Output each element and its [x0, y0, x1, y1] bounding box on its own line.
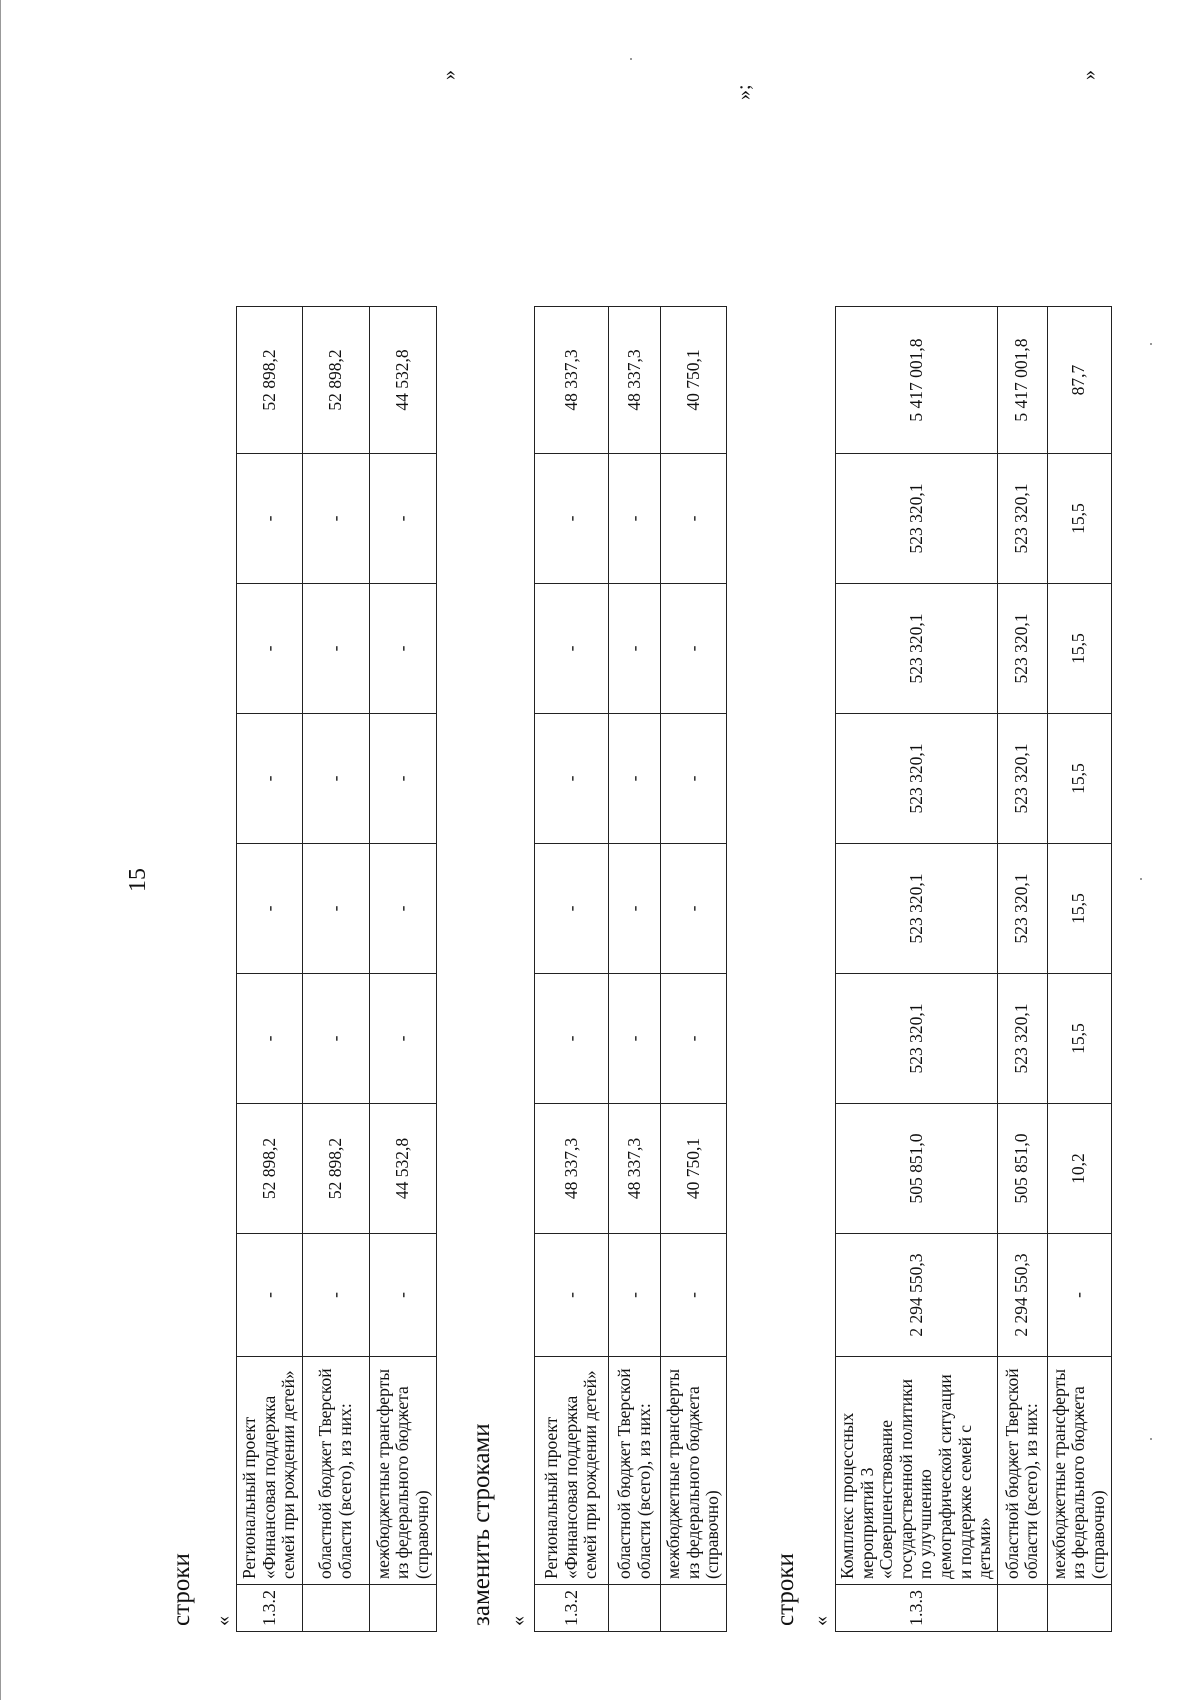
row-code: 1.3.2 [237, 1585, 303, 1632]
value-cell: - [609, 844, 661, 974]
value-cell: - [1047, 1234, 1111, 1357]
value-cell: - [370, 1234, 437, 1357]
value-cell: - [609, 974, 661, 1104]
value-cell: 523 320,1 [836, 844, 998, 974]
value-cell: 48 337,3 [609, 307, 661, 454]
table-row [609, 307, 661, 1632]
value-cell: - [661, 584, 727, 714]
value-cell: - [303, 1234, 370, 1357]
value-cell: 523 320,1 [997, 584, 1047, 714]
value-cell: - [237, 844, 303, 974]
value-cell: 10,2 [1047, 1104, 1111, 1234]
value-cell: 523 320,1 [836, 974, 998, 1104]
value-cell: 15,5 [1047, 714, 1111, 844]
table-row [836, 307, 998, 1632]
row-name: межбюджетные трансферты из федерального бюджета (справочно) [1047, 1357, 1111, 1585]
row-name: Региональный проект «Финансовая поддержка семей при рождении детей» [237, 1357, 303, 1585]
value-cell: - [535, 584, 609, 714]
row-code [1047, 1585, 1111, 1632]
open-quote: « [212, 1616, 234, 1626]
section-heading: заменить строками [468, 1423, 495, 1626]
budget-table [835, 306, 1112, 1632]
scan-speck [1140, 878, 1142, 880]
value-cell: 5 417 001,8 [997, 307, 1047, 454]
value-cell: - [303, 844, 370, 974]
row-code [661, 1585, 727, 1632]
value-cell: 48 337,3 [609, 1104, 661, 1234]
close-quote: »; [733, 84, 755, 100]
value-cell: - [609, 714, 661, 844]
value-cell: - [303, 714, 370, 844]
value-cell: 15,5 [1047, 844, 1111, 974]
value-cell: 48 337,3 [535, 307, 609, 454]
row-name: Региональный проект «Финансовая поддержка семей при рождении детей» [535, 1357, 609, 1585]
scan-speck [1150, 343, 1152, 345]
value-cell: 523 320,1 [997, 454, 1047, 584]
value-cell: - [661, 454, 727, 584]
value-cell: 52 898,2 [237, 1104, 303, 1234]
value-cell: - [370, 974, 437, 1104]
row-code: 1.3.3 [836, 1585, 998, 1632]
value-cell: 523 320,1 [997, 974, 1047, 1104]
value-cell: 2 294 550,3 [836, 1234, 998, 1357]
row-name: областной бюджет Тверской области (всего), из них: [609, 1357, 661, 1585]
table-row [1047, 307, 1111, 1632]
value-cell: - [303, 584, 370, 714]
value-cell: - [237, 454, 303, 584]
value-cell: 505 851,0 [997, 1104, 1047, 1234]
row-name: областной бюджет Тверской области (всего), из них: [303, 1357, 370, 1585]
open-quote: « [507, 1616, 529, 1626]
value-cell: 15,5 [1047, 974, 1111, 1104]
open-quote: « [810, 1616, 832, 1626]
value-cell: - [237, 584, 303, 714]
section-heading: строки [168, 1553, 195, 1626]
table-row [303, 307, 370, 1632]
value-cell: 40 750,1 [661, 1104, 727, 1234]
value-cell: - [535, 1234, 609, 1357]
row-name: межбюджетные трансферты из федерального бюджета (справочно) [370, 1357, 437, 1585]
value-cell: - [370, 844, 437, 974]
row-name: межбюджетные трансферты из федерального бюджета (справочно) [661, 1357, 727, 1585]
row-name: областной бюджет Тверской области (всего), из них: [997, 1357, 1047, 1585]
value-cell: 44 532,8 [370, 1104, 437, 1234]
value-cell: 5 417 001,8 [836, 307, 998, 454]
value-cell: 87,7 [1047, 307, 1111, 454]
value-cell: - [661, 844, 727, 974]
value-cell: 2 294 550,3 [997, 1234, 1047, 1357]
scan-speck [630, 58, 632, 60]
value-cell: 523 320,1 [997, 714, 1047, 844]
value-cell: - [609, 1234, 661, 1357]
value-cell: - [535, 454, 609, 584]
value-cell: 15,5 [1047, 454, 1111, 584]
value-cell: 523 320,1 [836, 454, 998, 584]
value-cell: - [237, 974, 303, 1104]
table-row [997, 307, 1047, 1632]
section-heading: строки [772, 1553, 799, 1626]
value-cell: 52 898,2 [303, 307, 370, 454]
value-cell: 48 337,3 [535, 1104, 609, 1234]
value-cell: - [370, 454, 437, 584]
value-cell: - [609, 454, 661, 584]
row-code [303, 1585, 370, 1632]
page-number: 15 [125, 868, 151, 892]
close-quote: » [1078, 70, 1100, 80]
table-row [661, 307, 727, 1632]
value-cell: - [535, 844, 609, 974]
value-cell: - [609, 584, 661, 714]
value-cell: - [237, 714, 303, 844]
value-cell: - [370, 584, 437, 714]
value-cell: 505 851,0 [836, 1104, 998, 1234]
row-name: Комплекс процессных мероприятий 3 «Совершенствование государственной политики по улучшению демографической ситуации и поддержке семей с детьми» [836, 1357, 998, 1585]
row-code [997, 1585, 1047, 1632]
value-cell: - [661, 974, 727, 1104]
value-cell: - [370, 714, 437, 844]
row-code [609, 1585, 661, 1632]
table-row [370, 307, 437, 1632]
row-code [370, 1585, 437, 1632]
value-cell: 15,5 [1047, 584, 1111, 714]
value-cell: - [303, 974, 370, 1104]
table-row [535, 307, 609, 1632]
value-cell: - [237, 1234, 303, 1357]
value-cell: - [661, 714, 727, 844]
value-cell: - [303, 454, 370, 584]
scan-speck [1150, 1438, 1152, 1440]
value-cell: - [535, 974, 609, 1104]
row-code: 1.3.2 [535, 1585, 609, 1632]
scan-edge-line [0, 0, 1, 1700]
value-cell: 523 320,1 [836, 714, 998, 844]
budget-table [534, 306, 727, 1632]
value-cell: 523 320,1 [997, 844, 1047, 974]
value-cell: 52 898,2 [303, 1104, 370, 1234]
value-cell: 523 320,1 [836, 584, 998, 714]
value-cell: 40 750,1 [661, 307, 727, 454]
value-cell: - [535, 714, 609, 844]
table-row [237, 307, 303, 1632]
budget-table [236, 306, 437, 1632]
value-cell: 52 898,2 [237, 307, 303, 454]
value-cell: 44 532,8 [370, 307, 437, 454]
value-cell: - [661, 1234, 727, 1357]
close-quote: » [438, 70, 460, 80]
